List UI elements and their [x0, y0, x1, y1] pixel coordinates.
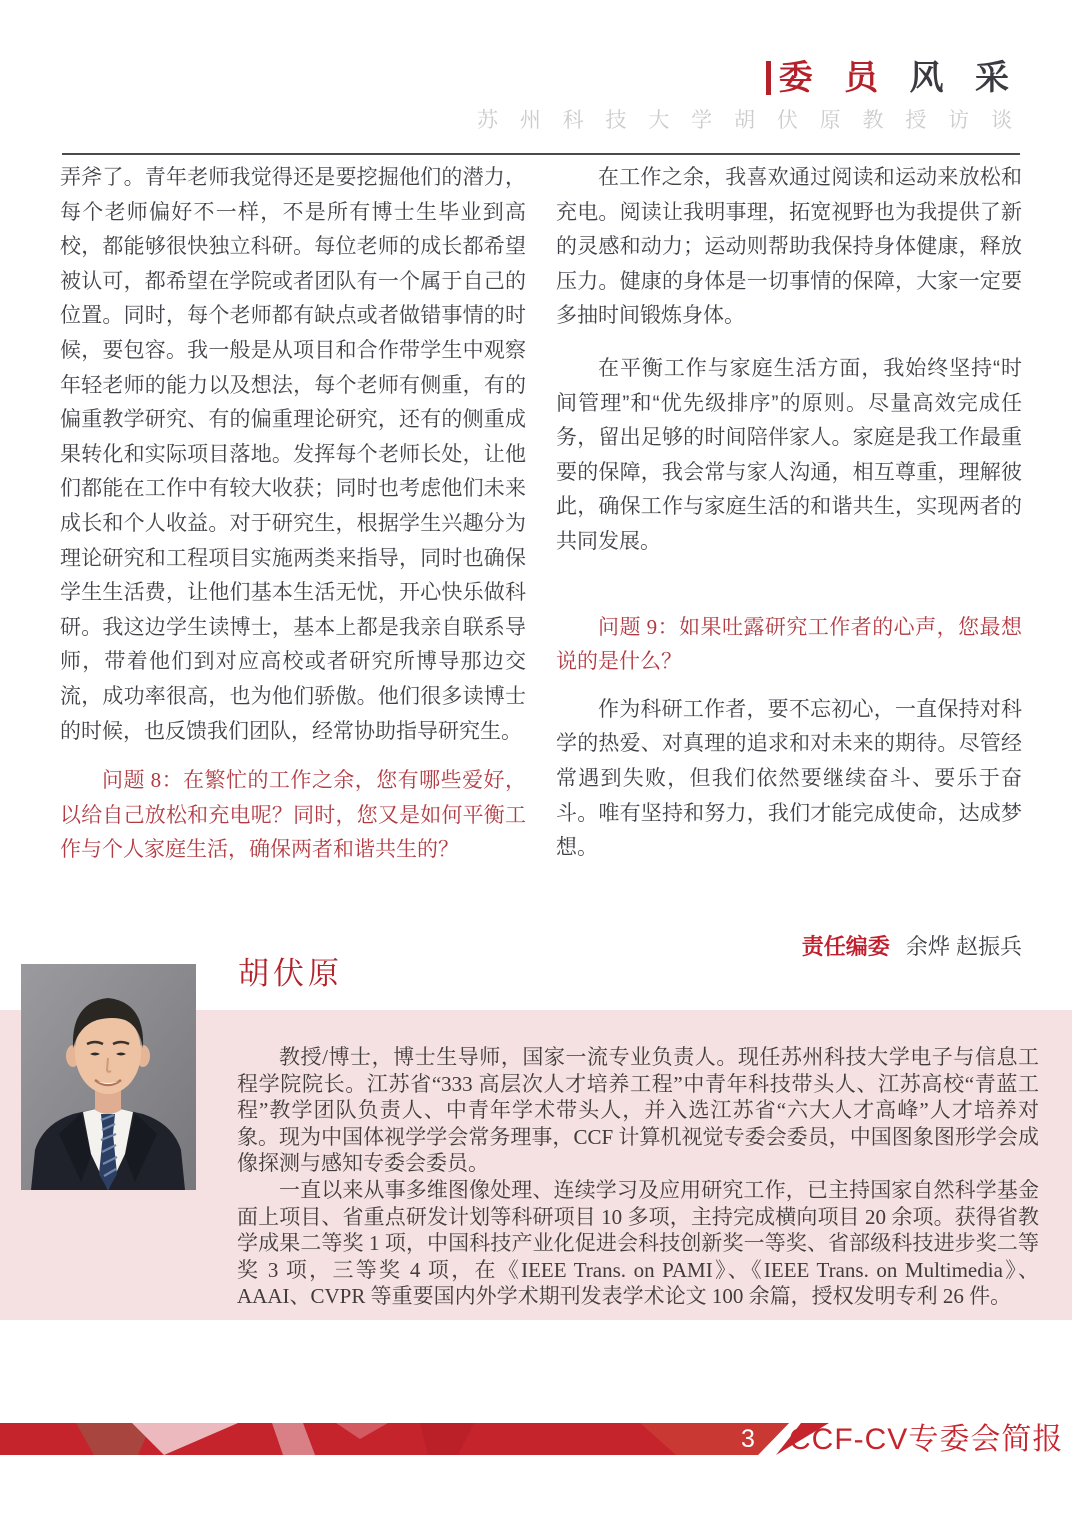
professor-name: 胡伏原: [238, 956, 343, 991]
professor-bio: [237, 1044, 1039, 1310]
answer-paragraph-continued: 弄斧了。青年老师我觉得还是要挖掘他们的潜力，每个老师偏好不一样，不是所有博士生毕业到高校，都能够很快独立科研。每位老师的成长都希望被认可，都希望在学院或者团队有一个属于自己的位置。同时，每个老师都有缺点或者做错事情的时候，要包容。我一般是从项目和合作带学生中观察年轻老师的能力以及想法，每个老师有侧重，有的偏重教学研究、有的偏重理论研究，还有的侧重成果转化和实际项目落地。发挥每个老师长处，让他们都能在工作中有较大收获；同时也考虑他们未来成长和个人收益。对于研究生，根据学生兴趣分为理论研究和工程项目实施两类来指导，同时也确保学生生活费，让他们基本生活无忧，开心快乐做科研。我这边学生读博士，基本上都是我亲自联系导师，带着他们到对应高校或者研究所博导那边交流，成功率很高，也为他们骄傲。他们很多读博士的时候，也反馈我们团队，经常协助指导研究生。: [60, 166, 526, 743]
article-left-column: [60, 161, 526, 867]
page-number: 3: [741, 1425, 755, 1453]
page-header: [477, 58, 1020, 134]
section-title: [779, 58, 1020, 98]
question-9: 问题 9：如果吐露研究工作者的心声，您最想说的是什么？: [556, 614, 1022, 674]
editor-credit-line: [556, 930, 1022, 965]
section-title-secondary: 风 采: [909, 59, 1020, 97]
header-divider: [62, 153, 1020, 155]
editor-label: 责任编委: [801, 933, 890, 959]
bio-paragraph-1: 教授/博士，博士生导师，国家一流专业负责人。现任苏州科技大学电子与信息工程学院院长。江苏省“333 高层次人才培养工程”中青年科技带头人、江苏高校“青蓝工程”教学团队负责人、中青年学术带头人，并入选江苏省“六大人才高峰”人才培养对象。现为中国体视学学会常务理事，CCF 计算机视觉专委会委员，中国图象图形学会成像探测与感知专委会委员。: [237, 1045, 1039, 1176]
answer-8-paragraph-1: 在工作之余，我喜欢通过阅读和运动来放松和充电。阅读让我明事理，拓宽视野也为我提供了新的灵感和动力；运动则帮助我保持身体健康，释放压力。健康的身体是一切事情的保障，大家一定要多抽时间锻炼身体。: [556, 166, 1022, 328]
footer-banner-graphic: [0, 1423, 830, 1455]
newsletter-title: CCF-CV专委会简报: [789, 1423, 1064, 1456]
answer-9-paragraph: 作为科研工作者，要不忘初心，一直保持对科学的热爱、对真理的追求和对未来的期待。尽管经常遇到失败，但我们依然要继续奋斗、要乐于奋斗。唯有坚持和努力，我们才能完成使命，达成梦想。: [556, 697, 1022, 860]
footer-banner: [0, 1423, 830, 1455]
article-right-column: [556, 161, 1022, 964]
interview-subtitle: 苏 州 科 技 大 学 胡 伏 原 教 授 访 谈: [476, 109, 1020, 132]
question-8: 问题 8：在繁忙的工作之余，您有哪些爱好，以给自己放松和充电呢？同时，您又是如何平衡工作与个人家庭生活，确保两者和谐共生的？: [60, 768, 526, 862]
editor-names: 余烨 赵振兵: [905, 933, 1022, 959]
portrait-illustration: [21, 964, 196, 1190]
section-title-primary: 委 员: [778, 59, 890, 97]
professor-portrait-photo: [21, 964, 196, 1190]
section-title-row: [477, 58, 1020, 98]
answer-8-paragraph-2: 在平衡工作与家庭生活方面，我始终坚持“时间管理”和“优先级排序”的原则。尽量高效完成任务，留出足够的时间陪伴家人。家庭是我工作最重要的保障，我会常与家人沟通，相互尊重，理解彼此，确保工作与家庭生活的和谐共生，实现两者的共同发展。: [556, 356, 1022, 553]
bio-paragraph-2: 一直以来从事多维图像处理、连续学习及应用研究工作，已主持国家自然科学基金面上项目、省重点研发计划等科研项目 10 多项，主持完成横向项目 20 余项。获得省教学成果二等奖 1 项，中国科技产业化促进会科技创新奖一等奖、省部级科技进步奖二等奖 3 项，三等奖 4 项，在《IEEE Trans. on PAMI》、《IEEE Trans. on Multimedia》、AAAI、CVPR 等重要国内外学术期刊发表学术论文 100 余篇，授权发明专利 26 件。: [237, 1177, 1039, 1309]
red-accent-bar: [766, 61, 771, 95]
